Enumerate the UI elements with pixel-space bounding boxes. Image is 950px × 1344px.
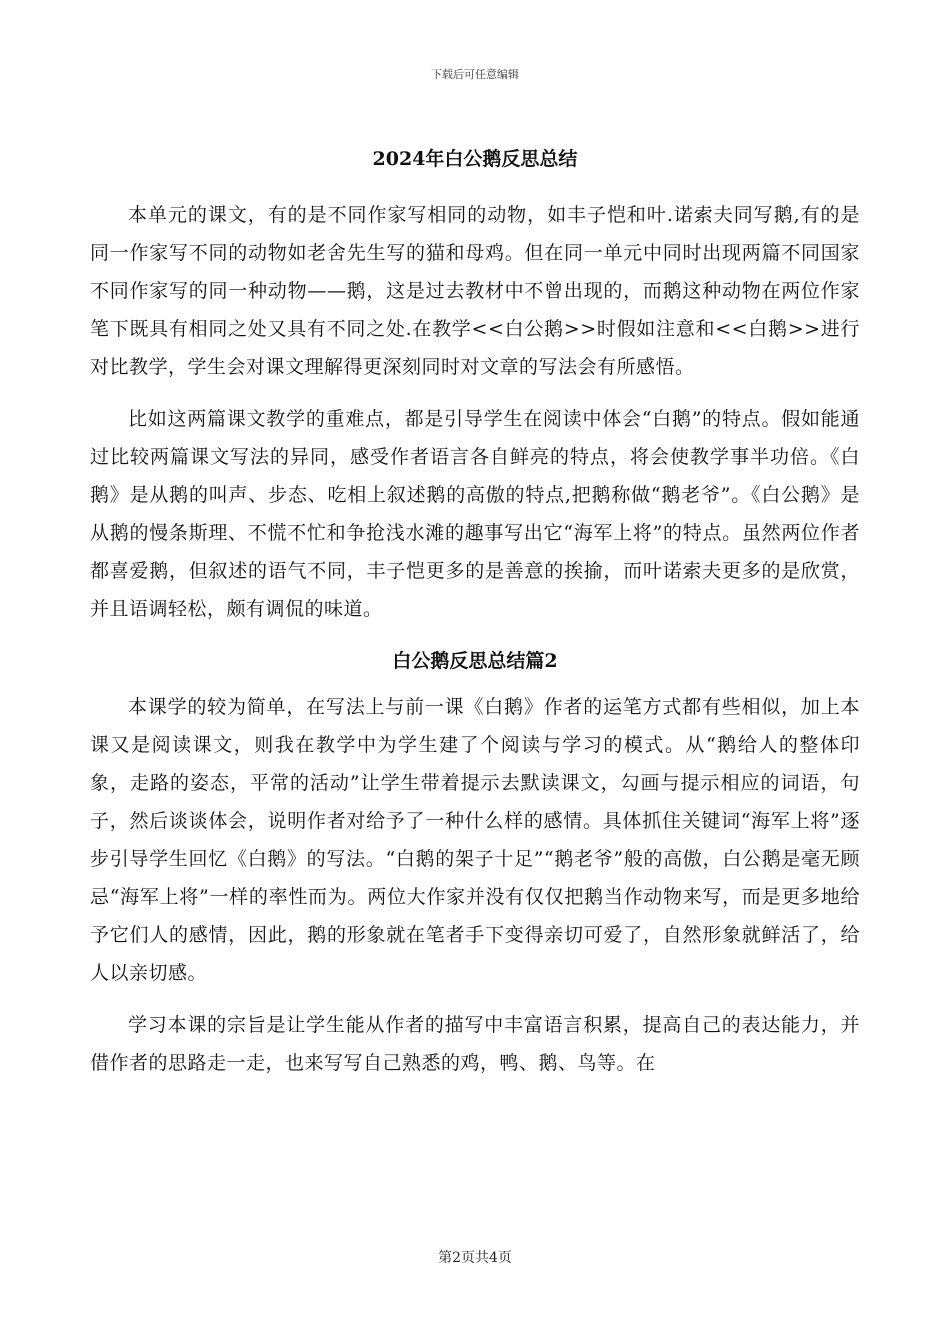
- document-title: 2024年白公鹅反思总结: [372, 148, 578, 170]
- paragraph-2: 比如这两篇课文教学的重难点，都是引导学生在阅读中体会“白鹅”的特点。假如能通过比较两篇课文写法的异同，感受作者语言各自鲜亮的特点，将会使教学事半功倍。《白鹅》是从鹅的叫声、步态、吃相上叙述鹅的高傲的特点,把鹅称做“鹅老爷”。《白公鹅》是从鹅的慢条斯理、不慌不忙和争抢浅水滩的趣事写出它“海军上将”的特点。虽然两位作者都喜爱鹅，但叙述的语气不同，丰子恺更多的是善意的挨揄，而叶诺索夫更多的是欣赏，并且语调轻松，颇有调侃的味道。: [90, 408, 860, 620]
- paragraph-1: 本单元的课文，有的是不同作家写相同的动物，如丰子恺和叶.诺索夫同写鹅,有的是同一作家写不同的动物如老舍先生写的猫和母鸡。但在同一单元中同时出现两篇不同国家不同作家写的同一种动物——鹅，这是过去教材中不曾出现的，而鹅这种动物在两位作家笔下既具有相同之处又具有不同之处.在教学<<白公鹅>>时假如注意和<<白鹅>>进行对比教学，学生会对课文理解得更深刻同时对文章的写法会有所感悟。: [90, 204, 860, 378]
- document-body: [90, 140, 860, 1096]
- section-2-paragraph-2: 学习本课的宗旨是让学生能从作者的描写中丰富语言积累，提高自己的表达能力，并借作者的思路走一走，也来写写自己熟悉的鸡，鸭、鹅、鸟等。在: [90, 1014, 860, 1074]
- section-2-paragraph-1: 本课学的较为简单，在写法上与前一课《白鹅》作者的运笔方式都有些相似，加上本课又是阅读课文，则我在教学中为学生建了个阅读与学习的模式。从“鹅给人的整体印象，走路的姿态，平常的活动”让学生带着提示去默读课文，勾画与提示相应的词语，句子，然后谈谈体会，说明作者对给予了一种什么样的感情。具体抓住关键词“海军上将”逐步引导学生回忆《白鹅》的写法。“白鹅的架子十足”“鹅老爷”般的高傲，白公鹅是毫无顾忌“海军上将”一样的率性而为。两位大作家并没有仅仅把鹅当作动物来写，而是更多地给予它们人的感情，因此，鹅的形象就在笔者手下变得亲切可爱了，自然形象就鲜活了，给人以亲切感。: [90, 696, 860, 984]
- section-2-title: 白公鹅反思总结篇2: [392, 650, 558, 672]
- page-header: 下载后可任意编辑: [431, 68, 519, 81]
- page-footer: 第2页共4页: [438, 1250, 512, 1266]
